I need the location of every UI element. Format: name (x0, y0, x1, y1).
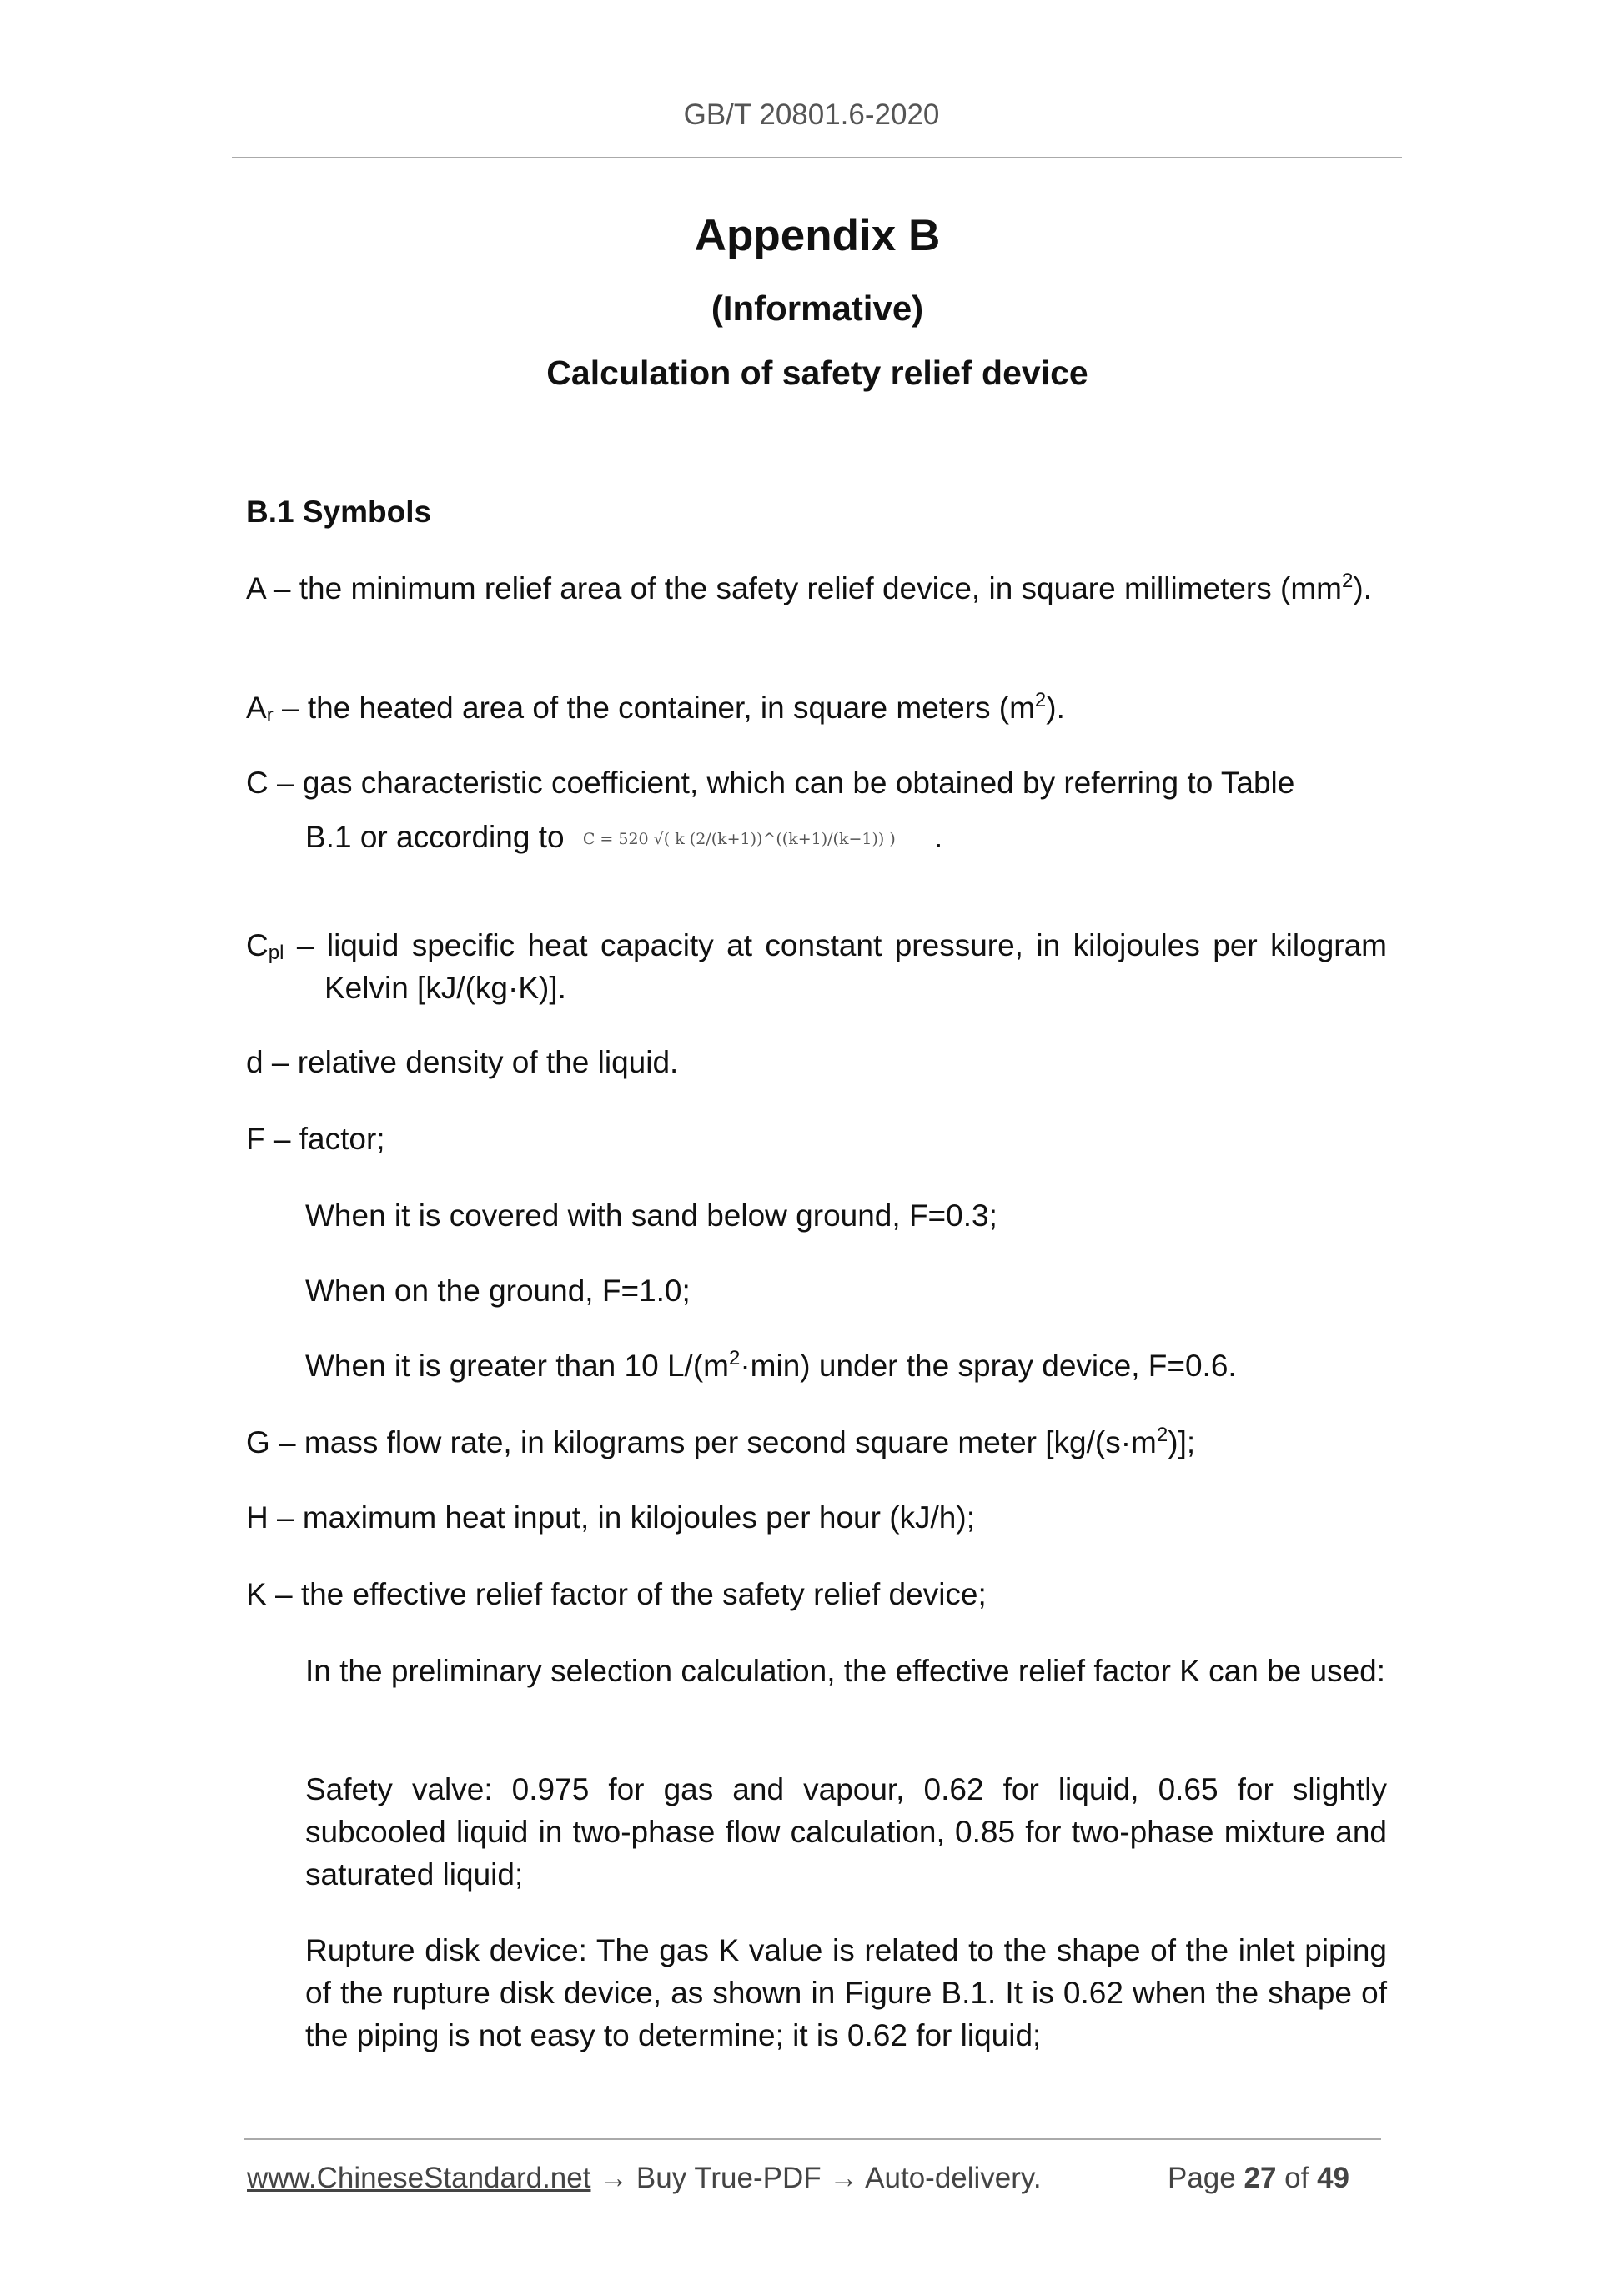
K-rupture-disk: Rupture disk device: The gas K value is related to the shape of the inlet piping of the rupture disk device, as shown in Figure B.1. It is 0.62 when the shape of the piping is not easy to determine; it is 0.62 for liquid; (305, 1933, 1387, 2052)
symbol-F: F – factor; (246, 1122, 385, 1156)
running-header: GB/T 20801.6-2020 (683, 98, 940, 131)
K-safety-valve: Safety valve: 0.975 for gas and vapour, 0.62 for liquid, 0.65 for slightly subcooled liquid in two-phase flow calculation, 0.85 for two-phase mixture and saturated liquid; (305, 1772, 1387, 1892)
F-case-sand: When it is covered with sand below ground, F=0.3; (305, 1198, 997, 1233)
symbol-Cpl: $C_{pl}$ – liquid specific heat capacity at constant pressure, in kilojoules per kilogram Kelvin [kJ/(kg·K)]. (246, 928, 1387, 1005)
footer-divider (244, 2138, 1381, 2140)
symbol-d: d – relative density of the liquid. (246, 1045, 679, 1079)
appendix-title: Appendix B (694, 211, 941, 260)
appendix-subtitle: (Informative) (711, 289, 924, 328)
F-case-spray: When it is greater than 10 $L/(m^2\cdot\min)$ under the spray device, F=0.6. (305, 1347, 1237, 1383)
website-link[interactable]: www.ChineseStandard.net (247, 2162, 591, 2194)
appendix-heading: Calculation of safety relief device (546, 354, 1088, 392)
gas-coefficient-formula: C = 520 √( k (2/(k+1))^((k+1)/(k−1)) ) (582, 830, 896, 849)
F-case-ground: When on the ground, F=1.0; (305, 1274, 691, 1308)
page-number: Page 27 of 49 (1168, 2162, 1350, 2194)
section-heading: B.1 Symbols (246, 495, 432, 529)
K-preliminary: In the preliminary selection calculation, the effective relief factor K can be used: (305, 1654, 1386, 1688)
symbol-K: K – the effective relief factor of the safety relief device; (246, 1577, 987, 1611)
symbol-C: C – gas characteristic coefficient, which can be obtained by referring to Table B.1 or according to C = 520 √( k (2/(k+1))^((k+1)/(k−1)) ) . (246, 766, 1295, 854)
symbol-Ar: $A_r$ – the heated area of the container, in square meters $(m^2)$. (246, 689, 1065, 726)
symbol-A: A – the minimum relief area of the safety relief device, in square millimeters $(mm^2)$. (246, 570, 1372, 605)
header-divider (232, 157, 1402, 158)
symbol-H: H – maximum heat input, in kilojoules per hour (kJ/h); (246, 1500, 975, 1535)
footer-promo: www.ChineseStandard.net → Buy True-PDF → Auto-delivery. (247, 2162, 1042, 2194)
symbol-G: G – mass flow rate, in kilograms per second square meter $[kg/(s\cdot m^2)]$; (246, 1424, 1196, 1459)
